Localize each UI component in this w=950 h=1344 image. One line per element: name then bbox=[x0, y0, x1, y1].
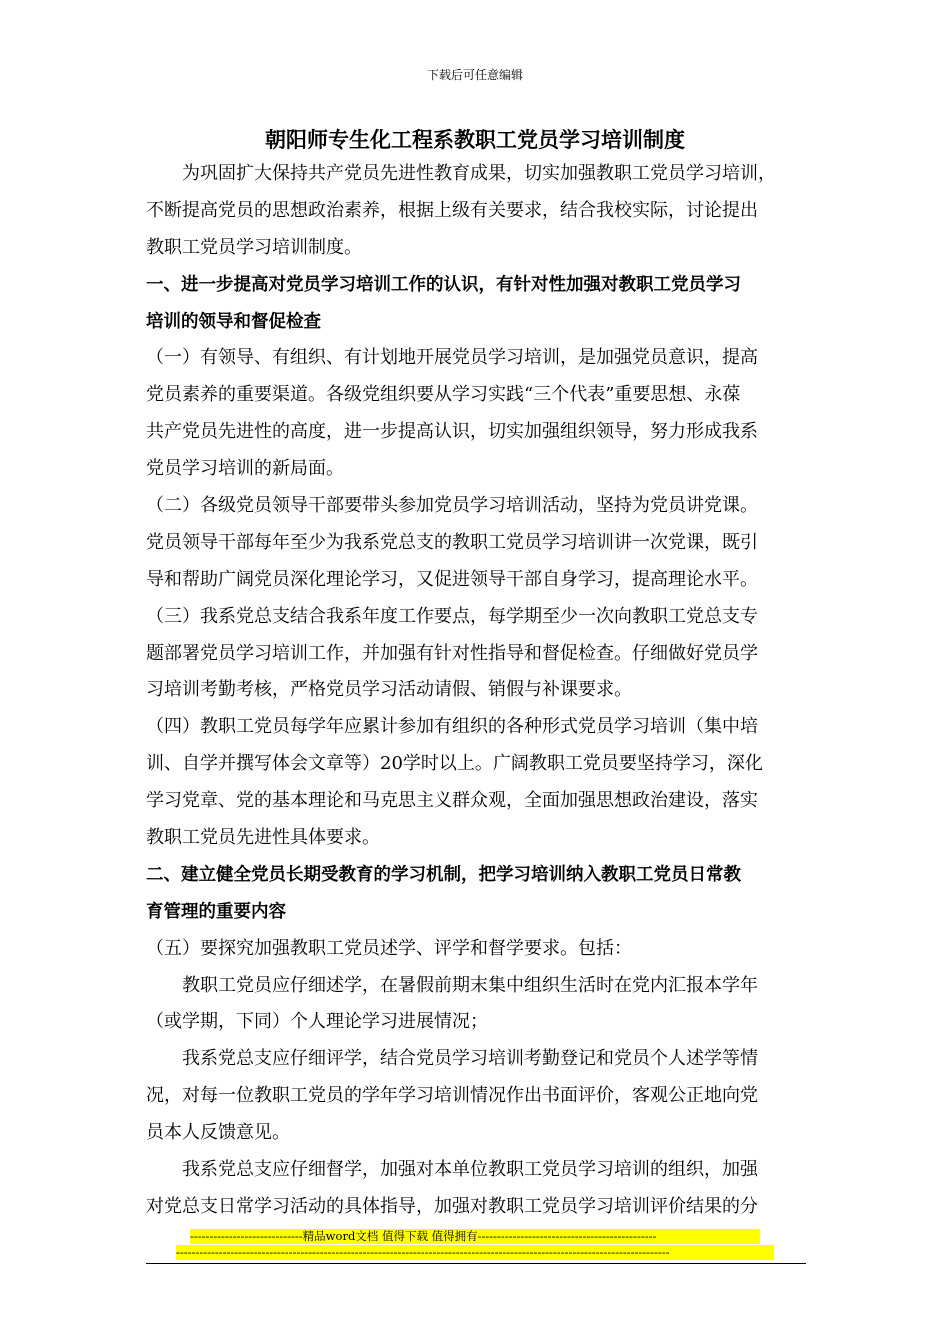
paragraph-line: 不断提高党员的思想政治素养，根据上级有关要求，结合我校实际，讨论提出 bbox=[146, 199, 758, 221]
paragraph-line: 教职工党员先进性具体要求。 bbox=[146, 827, 380, 849]
paragraph-line: 对党总支日常学习活动的具体指导，加强对教职工党员学习培训评价结果的分 bbox=[146, 1195, 758, 1217]
paragraph-line: 为巩固扩大保持共产党员先进性教育成果，切实加强教职工党员学习培训， bbox=[182, 163, 776, 184]
paragraph-line: 教职工党员应仔细述学，在暑假前期末集中组织生活时在党内汇报本学年 bbox=[182, 974, 758, 996]
paragraph-line: （四）教职工党员每学年应累计参加有组织的各种形式党员学习培训（集中培 bbox=[146, 716, 758, 738]
section-heading-line: 培训的领导和督促检查 bbox=[146, 311, 321, 332]
paragraph-line: 员本人反馈意见。 bbox=[146, 1122, 290, 1144]
paragraph-line: 训、自学并撰写体会文章等）20学时以上。广阔教职工党员要坚持学习，深化 bbox=[146, 753, 763, 775]
header-note: 下载后可任意编辑 bbox=[426, 68, 523, 82]
footer-banner-dashes: ------------------------------------------------------------------------------------------------------------------------------- bbox=[176, 1245, 774, 1260]
paragraph-line: 学习党章、党的基本理论和马克思主义群众观，全面加强思想政治建设，落实 bbox=[146, 790, 758, 812]
footer-divider bbox=[146, 1263, 806, 1264]
footer-banner-line: -----------------------------精品word文档 值得下载 值得拥有---------------------------------------------- bbox=[190, 1229, 760, 1244]
paragraph-line: （二）各级党员领导干部要带头参加党员学习培训活动，坚持为党员讲党课。 bbox=[146, 495, 758, 517]
paragraph-line: 导和帮助广阔党员深化理论学习，又促进领导干部自身学习，提高理论水平。 bbox=[146, 568, 758, 590]
paragraph-line: 党员学习培训的新局面。 bbox=[146, 458, 344, 480]
paragraph-line: 我系党总支应仔细评学，结合党员学习培训考勤登记和党员个人述学等情 bbox=[182, 1048, 758, 1070]
paragraph-line: 党员素养的重要渠道。各级党组织要从学习实践“三个代表”重要思想、永葆 bbox=[146, 384, 741, 406]
paragraph-line: 教职工党员学习培训制度。 bbox=[146, 236, 362, 258]
paragraph-line: 我系党总支应仔细督学，加强对本单位教职工党员学习培训的组织，加强 bbox=[182, 1159, 758, 1181]
paragraph-line: 况，对每一位教职工党员的学年学习培训情况作出书面评价，客观公正地向党 bbox=[146, 1085, 758, 1107]
paragraph-line: 题部署党员学习培训工作，并加强有针对性指导和督促检查。仔细做好党员学 bbox=[146, 642, 758, 664]
paragraph-line: （或学期，下同）个人理论学习进展情况； bbox=[146, 1011, 488, 1033]
document-title: 朝阳师专生化工程系教职工党员学习培训制度 bbox=[265, 128, 685, 152]
paragraph-line: （一）有领导、有组织、有计划地开展党员学习培训，是加强党员意识，提高 bbox=[146, 347, 758, 369]
paragraph-line: （三）我系党总支结合我系年度工作要点，每学期至少一次向教职工党总支专 bbox=[146, 605, 758, 627]
section-heading-line: 育管理的重要内容 bbox=[146, 901, 286, 922]
document-body bbox=[146, 156, 808, 1226]
paragraph-line: 共产党员先进性的高度，进一步提高认识，切实加强组织领导，努力形成我系 bbox=[146, 421, 758, 443]
paragraph-line: 习培训考勤考核，严格党员学习活动请假、销假与补课要求。 bbox=[146, 679, 632, 701]
paragraph-line: 党员领导干部每年至少为我系党总支的教职工党员学习培训讲一次党课，既引 bbox=[146, 531, 758, 553]
section-heading-line: 一、进一步提高对党员学习培训工作的认识，有针对性加强对教职工党员学习 bbox=[146, 274, 741, 295]
paragraph-line: （五）要探究加强教职工党员述学、评学和督学要求。包括： bbox=[146, 937, 632, 959]
section-heading-line: 二、建立健全党员长期受教育的学习机制，把学习培训纳入教职工党员日常教 bbox=[146, 864, 741, 885]
